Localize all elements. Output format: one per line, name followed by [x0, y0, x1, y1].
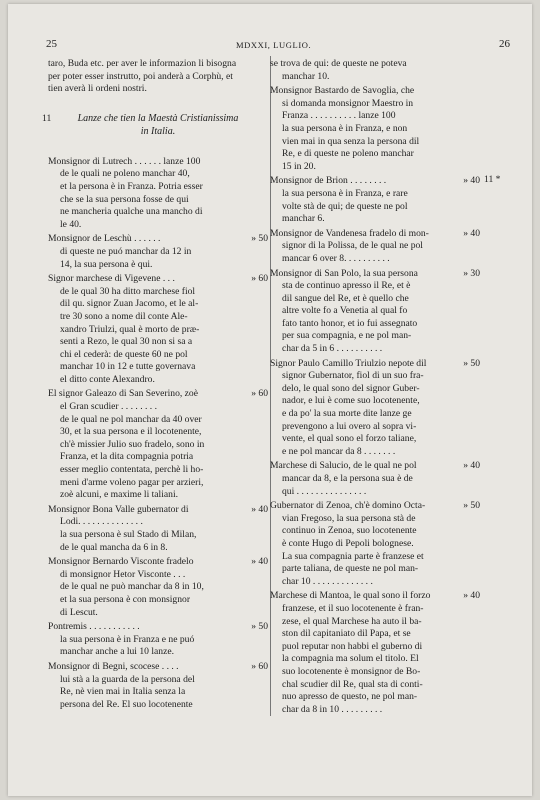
entry-line: senti a Rezo, le qual 30 non si sa a: [60, 336, 193, 348]
entry-line: Monsignor de Brion . . . . . . . .: [270, 175, 387, 187]
entry-line: la compagnia ma solum el titolo. El: [282, 653, 419, 665]
entry: [48, 556, 268, 619]
right-column: [270, 58, 480, 718]
entry-line: char da 5 in 6 . . . . . . . . . .: [282, 343, 383, 355]
entry-line: sta de continuo apresso il Re, et è: [282, 280, 411, 292]
entry-line: chi el cederà: de queste 60 ne pol: [60, 348, 188, 360]
entry-line: si domanda monsignor Maestro in: [282, 97, 414, 109]
entry-line: manchar 10.: [282, 70, 330, 82]
entry-line: zoè alcuni, e maxime li taliani.: [60, 489, 179, 501]
lance-count: » 30: [463, 267, 480, 279]
lance-count: » 60: [251, 388, 268, 400]
entry-line: Monsignor de Leschù . . . . . .: [48, 233, 161, 245]
entry-line: vian Fregoso, la sua persona stà de: [282, 512, 416, 524]
section-number: 11: [42, 112, 52, 124]
entry-line: Franza . . . . . . . . . . lanze 100: [282, 110, 396, 122]
entry: [270, 358, 480, 459]
lance-list-right: [270, 58, 480, 716]
entry-line: Marchese di Mantoa, le qual sono il forzo: [270, 590, 431, 602]
left-column: [42, 58, 268, 713]
entry-line: La sua compagnia parte è franzese et: [282, 550, 424, 562]
intro-paragraph: [48, 58, 268, 96]
entry-line: che se la sua persona fosse de qui: [60, 193, 189, 205]
entry-line: la sua persona è in Franza e ne puó: [60, 633, 195, 645]
entry-line: esser meglio contentata, perchè li ho-: [60, 464, 204, 476]
lance-count: » 40: [463, 460, 480, 472]
entry: [48, 156, 268, 232]
entry: [48, 233, 268, 271]
entry-line: manchar 10 in 12 e tutte governava: [60, 361, 196, 373]
entry-line: Signor marchese di Vigevene . . .: [48, 273, 175, 285]
entry-line: char da 8 in 10 . . . . . . . . .: [282, 703, 383, 715]
entry-line: meni d'arme voleno pagar per arzieri,: [60, 476, 204, 488]
entry-line: di monsignor Hetor Visconte . . .: [60, 568, 186, 580]
lance-count: » 40: [463, 590, 480, 602]
page-number-left: 25: [46, 38, 57, 50]
entry-line: suo locotenente è monsignor de Bo-: [282, 665, 421, 677]
entry: [270, 590, 480, 716]
text-line: tien averà li ordeni nostri.: [48, 83, 147, 95]
entry-line: franzese, et il suo locotenente è fran-: [282, 602, 424, 614]
entry-line: Monsignor de Vandenesa fradelo di mon-: [270, 227, 429, 239]
entry-line: Re, e di queste ne poleno manchar: [282, 148, 414, 160]
entry-line: de le quali ne poleno manchar 40,: [60, 168, 190, 180]
entry-line: xandro Triulzi, qual è morto de præ-: [60, 323, 200, 335]
entry-line: tre 30 sono a nome dil conte Ale-: [60, 310, 188, 322]
entry-line: Marchese di Salucio, de le qual ne pol: [270, 460, 417, 472]
entry-line: Gubernator di Zenoa, ch'è domino Octa-: [270, 500, 426, 512]
entry-line: char 10 . . . . . . . . . . . . .: [282, 575, 373, 587]
page-number-right: 26: [499, 38, 510, 50]
entry-line: altre volte fo a Venetia al qual fo: [282, 305, 408, 317]
book-page: [8, 4, 532, 796]
text-line: taro, Buda etc. per aver le informazion li bisogna: [48, 58, 237, 69]
section-title-line: Lanze che tien la Maestà Cristianissima: [77, 112, 239, 124]
entry-line: manchar 6.: [282, 213, 325, 225]
entry-line: è conte Hugo di Pepoli bolognese.: [282, 537, 414, 549]
section-heading: [42, 112, 268, 138]
entry-line: mancar 6 over 8. . . . . . . . . .: [282, 252, 390, 264]
margin-note: 11 *: [484, 174, 501, 185]
lance-count: » 40: [251, 503, 268, 515]
entry-line: fato tanto honor, et io fui assegnato: [282, 317, 418, 329]
entry-line: ch'è missier Julio suo fradelo, sono in: [60, 438, 205, 450]
entry-line: Monsignor di Begni, scocese . . . .: [48, 660, 179, 672]
entry-line: vente, el qual sono el forzo taliane,: [282, 433, 417, 445]
lance-list-left: [48, 156, 268, 712]
entry-line: et la persona è in Franza. Potria esser: [60, 180, 203, 192]
lance-count: » 50: [251, 233, 268, 245]
lance-count: » 40: [463, 175, 480, 187]
entry: [270, 228, 480, 266]
entry-line: zese, el qual Marchese ha auto il ba-: [282, 615, 422, 627]
entry-line: el ditto conte Alexandro.: [60, 373, 155, 385]
lance-count: » 50: [463, 500, 480, 512]
entry-line: 30, et la sua persona e il locotenente,: [60, 426, 202, 438]
entry-line: de le qual mancha da 6 in 8.: [60, 541, 168, 553]
entry-line: le 40.: [60, 218, 82, 230]
entry-line: per sua compagnia, e ne pol man-: [282, 330, 412, 342]
entry: [270, 268, 480, 356]
entry-line: El signor Galeazo di San Severino, zoè: [48, 388, 198, 400]
entry: [270, 500, 480, 588]
entry-line: continuo in Zenoa, suo locotenente: [282, 525, 417, 537]
entry-line: persona del Re. El suo locotenente: [60, 698, 193, 710]
entry-line: e da po' la sua morte dite lanze ge: [282, 408, 412, 420]
entry: [270, 58, 480, 83]
entry-line: Pontremis . . . . . . . . . . .: [48, 621, 140, 633]
entry-line: dil qu. signor Zuan Jacomo, et le al-: [60, 298, 199, 310]
entry-line: Signor Paulo Camillo Triulzio nepote dil: [270, 357, 427, 369]
entry: [48, 504, 268, 554]
entry-line: prevengono a lui overo al sopra vi-: [282, 420, 417, 432]
entry: [48, 621, 268, 659]
entry-line: de le qual ne può manchar da 8 in 10,: [60, 581, 204, 593]
entry-line: se trova de qui: de queste ne poteva: [270, 58, 407, 69]
entry-line: 14, la sua persona è qui.: [60, 258, 153, 270]
page-header: [8, 38, 532, 54]
entry-line: ne mancheria qualche una mancho di: [60, 206, 203, 218]
entry-line: ston dil capitaniato dil Papa, et se: [282, 628, 411, 640]
entry: [270, 460, 480, 498]
lance-count: » 50: [251, 621, 268, 633]
entry-line: vien mai in qua senza la persona dil: [282, 135, 420, 147]
entry-line: parte taliana, de queste ne pol man-: [282, 563, 419, 575]
entry-line: mancar da 8, e la persona sua è de: [282, 473, 413, 484]
entry-line: de le qual 30 ha ditto marchese fiol: [60, 285, 196, 297]
entry-line: Re, nè vien mai in Italia senza la: [60, 686, 186, 698]
entry-line: Monsignor Bona Valle gubernator di: [48, 503, 189, 515]
entry-line: Lodi. . . . . . . . . . . . . .: [60, 516, 143, 528]
entry-line: volte stà de qui; de queste ne pol: [282, 200, 408, 212]
entry-line: Monsignor Bastardo de Savoglia, che: [270, 85, 415, 97]
entry-line: de le qual ne pol manchar da 40 over: [60, 413, 202, 425]
entry-line: di Lescut.: [60, 606, 98, 618]
entry: [48, 661, 268, 711]
entry-line: puol reputar non habbi el guberno di: [282, 640, 423, 652]
entry-line: e ne pol mancar da 8 . . . . . . .: [282, 445, 396, 457]
entry-line: dil sangue del Re, et è quello che: [282, 292, 409, 304]
entry-line: nuo apresso de questo, ne pol man-: [282, 691, 418, 703]
entry-line: signor Gubernator, fiol di un suo fra-: [282, 370, 424, 382]
entry-line: Franza, et la dita compagnia potria: [60, 451, 194, 463]
lance-count: » 40: [251, 556, 268, 568]
entry-line: et la sua persona è con monsignor: [60, 593, 191, 605]
text-line: per poter esser instrutto, poi anderà a Corphù, et: [48, 70, 233, 82]
lance-count: » 40: [463, 227, 480, 239]
entry: [270, 85, 480, 173]
entry-line: el Gran scudier . . . . . . . .: [60, 401, 157, 413]
entry-line: signor di la Polissa, de le qual ne pol: [282, 240, 423, 252]
lance-count: » 50: [463, 357, 480, 369]
entry-line: chal scudier dil Re, qual sta di conti-: [282, 678, 423, 690]
entry-line: nador, e lui è come suo locotenente,: [282, 395, 420, 407]
entry-line: di queste ne puó manchar da 12 in: [60, 245, 192, 257]
entry-line: delo, le qual sono del signor Guber-: [282, 382, 420, 394]
entry: [48, 388, 268, 501]
running-title: MDXXI, LUGLIO.: [236, 40, 312, 50]
lance-count: » 60: [251, 660, 268, 672]
entry-line: 15 in 20.: [282, 160, 316, 172]
entry: [48, 273, 268, 386]
section-title-line: in Italia.: [140, 125, 176, 137]
entry-line: manchar anche a lui 10 lanze.: [60, 646, 175, 658]
entry: [270, 175, 480, 225]
entry-line: la sua persona è in Franza, e rare: [282, 187, 408, 199]
entry-line: la sua persona è sul Stado di Milan,: [60, 529, 197, 540]
entry-line: Monsignor di San Polo, la sua persona: [270, 267, 418, 279]
entry-line: la sua persona è in Franza, e non: [282, 122, 408, 134]
lance-count: » 60: [251, 273, 268, 285]
entry-line: Monsignor di Lutrech . . . . . . lanze 100: [48, 155, 201, 167]
entry-line: Monsignor Bernardo Visconte fradelo: [48, 556, 194, 568]
entry-line: qui . . . . . . . . . . . . . . .: [282, 485, 367, 497]
entry-line: lui stà a la guarda de la persona del: [60, 673, 195, 685]
